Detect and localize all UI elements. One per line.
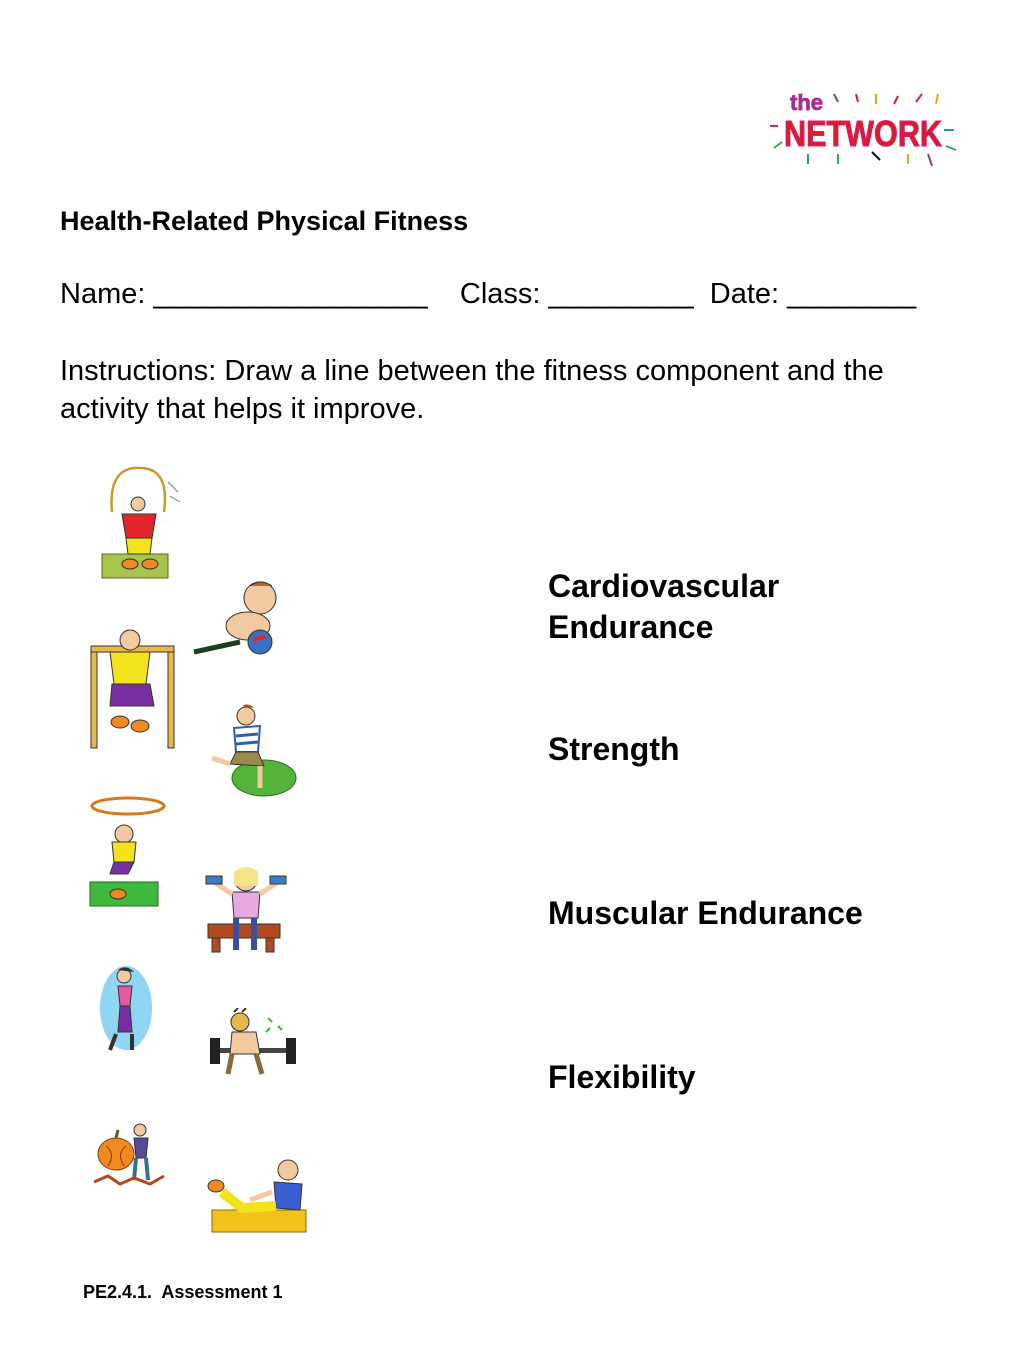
logo-text-the: the	[790, 90, 823, 115]
weightlifting-icon[interactable]	[206, 1008, 300, 1082]
sit-up-icon[interactable]	[202, 1156, 310, 1236]
running-icon[interactable]	[202, 702, 298, 800]
footer-code: PE2.4.1. Assessment 1	[83, 1282, 283, 1302]
page-title: Health-Related Physical Fitness	[60, 206, 469, 236]
dumbbell-press-icon[interactable]	[202, 862, 292, 954]
hula-hoop-icon[interactable]	[88, 794, 170, 910]
rollerblading-icon[interactable]	[98, 962, 156, 1058]
raking-leaves-pumpkin-icon[interactable]	[90, 1114, 170, 1190]
component-flexibility[interactable]: Flexibility	[548, 1059, 696, 1095]
component-muscular-endurance[interactable]: Muscular Endurance	[548, 895, 863, 931]
component-cardiovascular-endurance[interactable]: Cardiovascular Endurance	[548, 568, 780, 645]
pull-up-bar-icon[interactable]	[88, 622, 180, 752]
jump-rope-icon[interactable]	[98, 462, 184, 584]
name-class-date-fields: Name: _________________ Class: _________ Date: ________	[60, 278, 917, 310]
sit-and-reach-icon[interactable]	[190, 578, 294, 660]
instructions-text: Instructions: Draw a line between the fitness component and the activity that helps it improve.	[60, 355, 884, 425]
the-network-logo	[768, 86, 964, 172]
component-strength[interactable]: Strength	[548, 731, 680, 767]
logo-text-network: NETWORK	[784, 113, 942, 154]
